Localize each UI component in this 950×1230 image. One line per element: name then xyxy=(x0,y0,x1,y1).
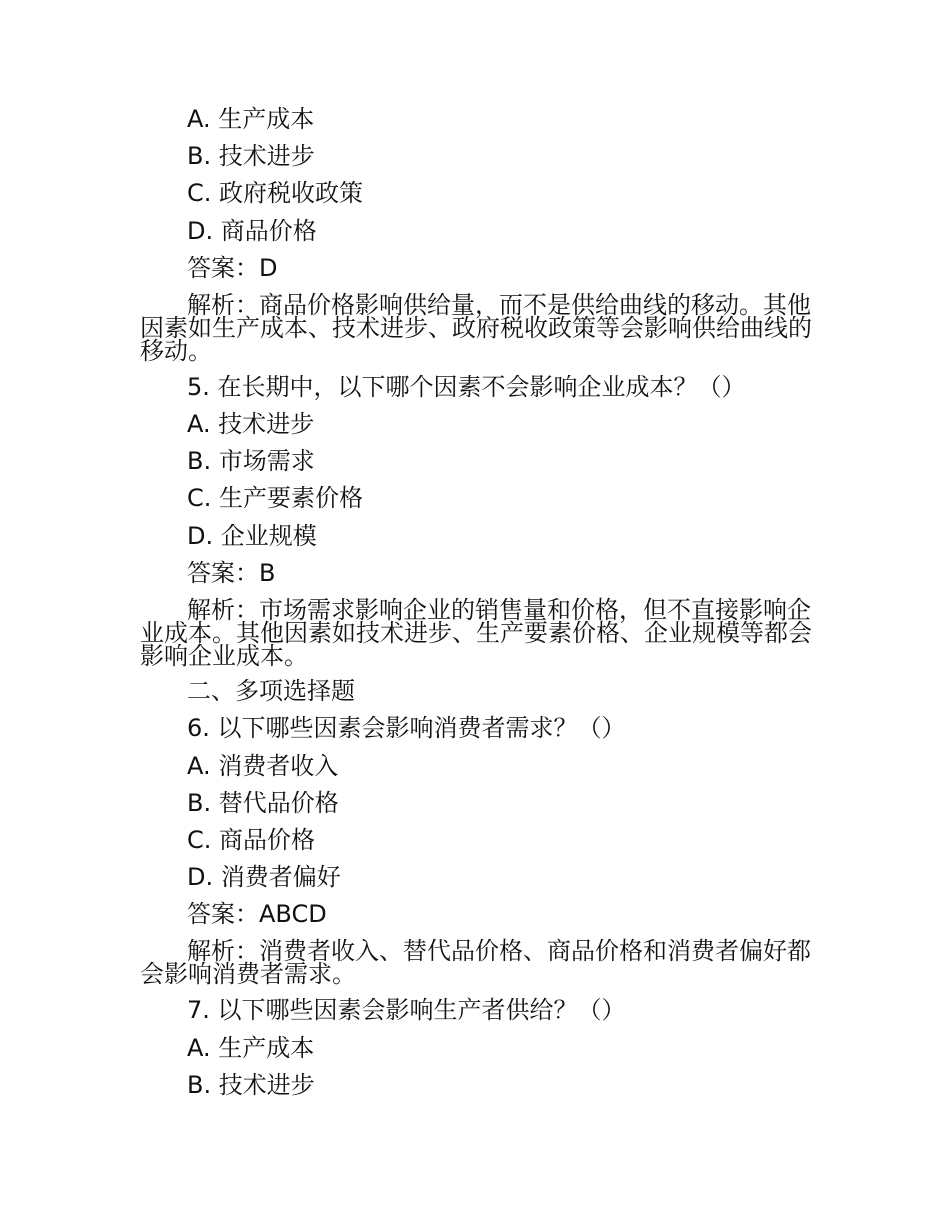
q5-option-a: A. 技术进步 xyxy=(187,410,315,438)
q7-option-b: B. 技术进步 xyxy=(187,1071,315,1099)
section-heading: 二、多项选择题 xyxy=(187,677,355,705)
q5-option-c: C. 生产要素价格 xyxy=(187,484,364,512)
q6-answer: 答案：ABCD xyxy=(187,900,327,928)
q7-option-a: A. 生产成本 xyxy=(187,1034,315,1062)
q7-question: 7. 以下哪些因素会影响生产者供给？（） xyxy=(187,996,626,1024)
q4-option-a: A. 生产成本 xyxy=(187,105,315,133)
q5-question: 5. 在长期中，以下哪个因素不会影响企业成本？（） xyxy=(187,373,746,401)
q6-option-a: A. 消费者收入 xyxy=(187,752,339,780)
q4-option-d: D. 商品价格 xyxy=(187,217,317,245)
q5-option-b: B. 市场需求 xyxy=(187,447,315,475)
q5-answer: 答案：B xyxy=(187,559,276,587)
q6-option-b: B. 替代品价格 xyxy=(187,789,339,817)
q5-analysis: 解析：市场需求影响企业的销售量和价格，但不直接影响企业成本。其他因素如技术进步、生产要素价格、企业规模等都会影响企业成本。 xyxy=(140,596,812,670)
q4-analysis: 解析：商品价格影响供给量，而不是供给曲线的移动。其他因素如生产成本、技术进步、政府税收政策等会影响供给曲线的移动。 xyxy=(140,291,812,365)
q4-option-c: C. 政府税收政策 xyxy=(187,179,364,207)
q6-analysis: 解析：消费者收入、替代品价格、商品价格和消费者偏好都会影响消费者需求。 xyxy=(140,937,811,988)
q5-option-d: D. 企业规模 xyxy=(187,522,317,550)
q6-option-c: C. 商品价格 xyxy=(187,826,316,854)
q6-question: 6. 以下哪些因素会影响消费者需求？（） xyxy=(187,714,626,742)
q4-option-b: B. 技术进步 xyxy=(187,142,315,170)
q6-option-d: D. 消费者偏好 xyxy=(187,863,341,891)
q4-answer: 答案：D xyxy=(187,254,278,282)
